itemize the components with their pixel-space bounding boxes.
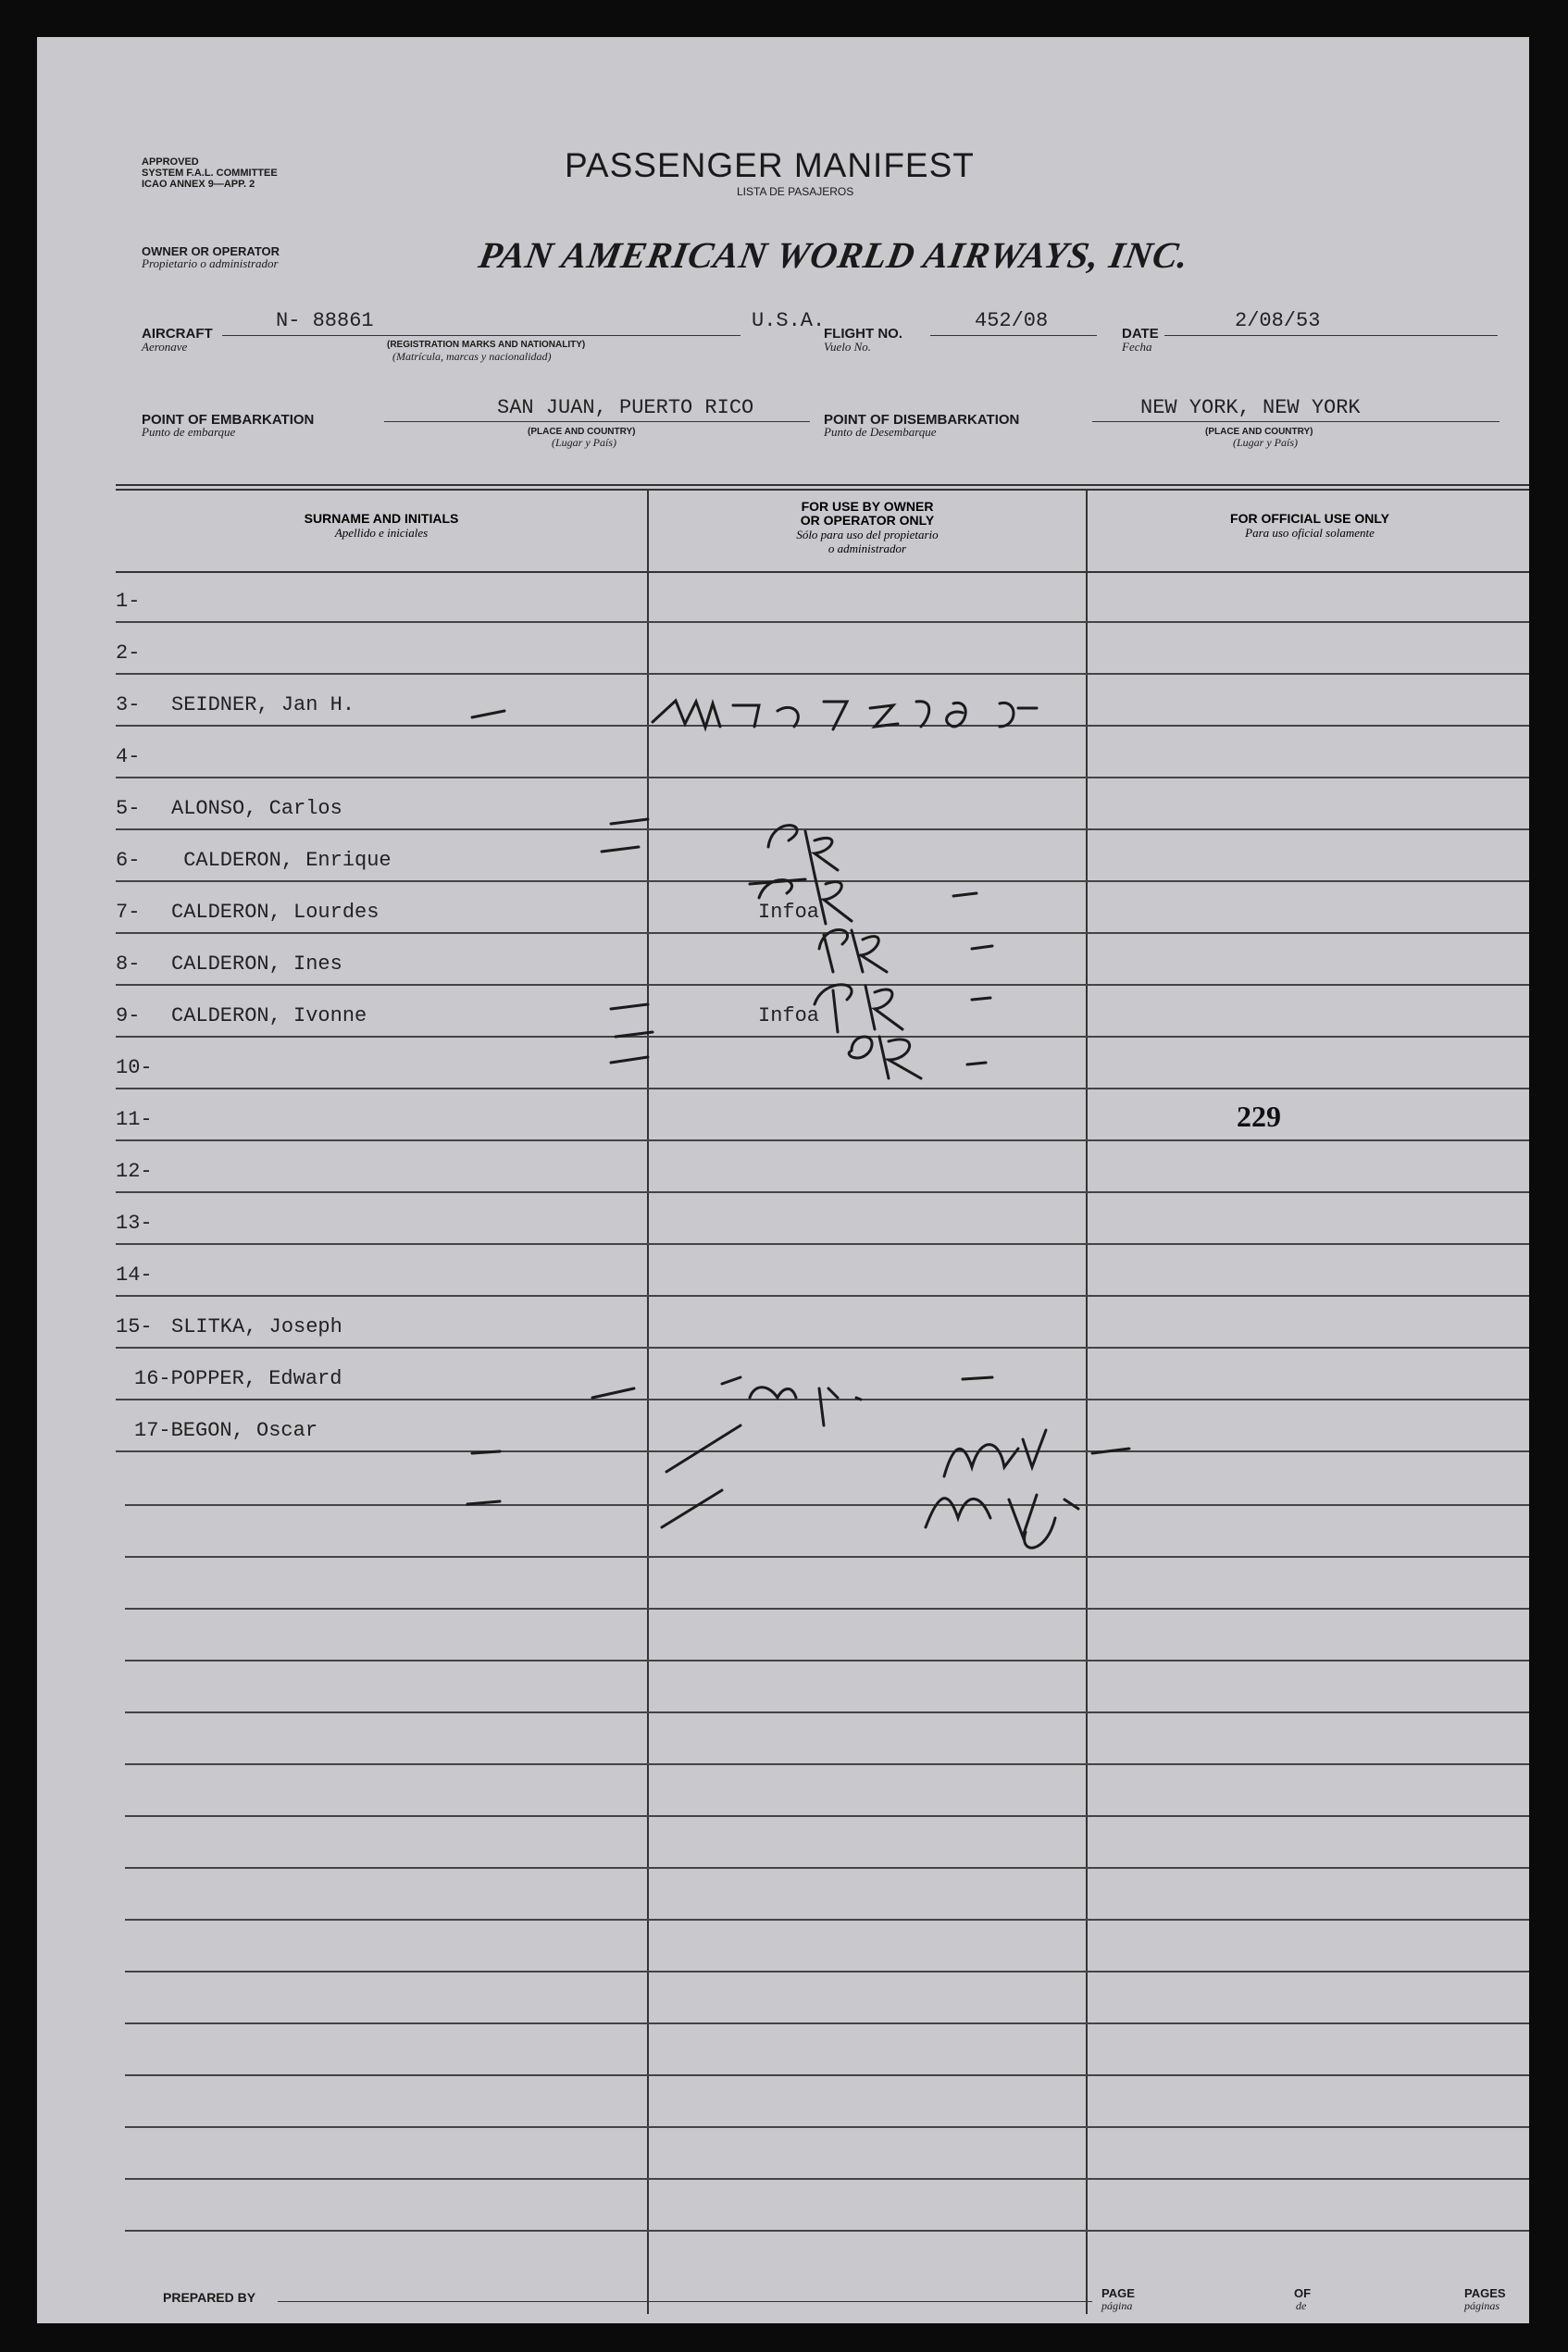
handwritten-initials — [944, 1430, 1129, 1476]
disembark-note-es: (Lugar y País) — [1233, 436, 1298, 449]
flight-label-es: Vuelo No. — [824, 340, 872, 354]
row-number: 13- — [116, 1212, 153, 1235]
disembark-note: (PLACE AND COUNTRY) — [1205, 427, 1313, 437]
passenger-name: SEIDNER, Jan H. — [171, 693, 355, 716]
dash-mark — [953, 893, 977, 896]
row-number: 3- — [116, 693, 141, 716]
disembark-label: POINT OF DISEMBARKATION — [824, 412, 1020, 428]
passenger-name: CALDERON, Lourdes — [171, 901, 380, 924]
approval-line: APPROVED — [142, 156, 199, 168]
manifest-sheet — [37, 37, 1529, 2323]
disembark-value: NEW YORK, NEW YORK — [1140, 396, 1361, 419]
approval-line: SYSTEM F.A.L. COMMITTEE — [142, 168, 278, 179]
row-number: 12- — [116, 1160, 153, 1183]
row-number: 8- — [116, 952, 141, 976]
pages-label-es: páginas — [1464, 2299, 1500, 2312]
dash-mark — [972, 946, 992, 949]
handwritten-initials — [722, 1377, 861, 1425]
passenger-name: CALDERON, Ines — [171, 952, 342, 976]
registration-note: (REGISTRATION MARKS AND NATIONALITY) — [387, 340, 586, 350]
column-header-text-es: Para uso oficial solamente — [1245, 526, 1375, 540]
disembark-label-es: Punto de Desembarque — [824, 425, 937, 439]
passenger-name: CALDERON, Enrique — [171, 849, 392, 872]
of-label-es: de — [1296, 2299, 1307, 2312]
airline-brand: PAN AMERICAN WORLD AIRWAYS, INC. — [476, 234, 1193, 276]
aircraft-label: AIRCRAFT — [142, 326, 213, 342]
column-header-text: OR OPERATOR ONLY — [800, 513, 935, 528]
dash-mark — [967, 1063, 986, 1064]
handwriting-marks — [37, 37, 1529, 2323]
passenger-name: SLITKA, Joseph — [171, 1315, 342, 1338]
page-label: PAGE — [1101, 2286, 1135, 2300]
aircraft-value: N- 88861 — [276, 309, 374, 332]
flight-label: FLIGHT NO. — [824, 326, 902, 342]
date-label: DATE — [1122, 326, 1159, 342]
date-label-es: Fecha — [1122, 340, 1152, 354]
column-header-text: SURNAME AND INITIALS — [304, 511, 459, 526]
row-number: 1- — [116, 590, 141, 613]
row-number: 11- — [116, 1108, 153, 1131]
dash-mark — [611, 1004, 653, 1037]
passenger-name: ALONSO, Carlos — [171, 797, 342, 820]
column-header-text: FOR USE BY OWNER — [801, 499, 934, 514]
embark-label-es: Punto de embarque — [142, 425, 236, 439]
column-header-text-es: Sólo para uso del propietario — [796, 528, 939, 541]
column-header-text-es: o administrador — [828, 541, 907, 555]
dash-mark — [592, 1388, 634, 1398]
row-number: 6- — [116, 849, 141, 872]
row-number: 5- — [116, 797, 141, 820]
handwritten-number — [653, 701, 1037, 729]
pr-initials — [849, 1037, 921, 1078]
dash-mark — [963, 1377, 992, 1379]
dash-mark — [472, 711, 504, 717]
prepared-by-label: PREPARED BY — [163, 2290, 256, 2305]
check-mark — [662, 1425, 740, 1527]
handwritten-initials — [926, 1495, 1078, 1548]
registration-note-es: (Matrícula, marcas y nacionalidad) — [392, 350, 552, 363]
dash-mark — [467, 1451, 500, 1504]
page-label-es: página — [1101, 2299, 1133, 2312]
owner-remark: Infoa — [758, 901, 820, 924]
passenger-name: CALDERON, Ivonne — [171, 1004, 367, 1027]
embark-note: (PLACE AND COUNTRY) — [528, 427, 636, 437]
pr-initials — [819, 929, 887, 972]
column-header-text-es: Apellido e iniciales — [334, 526, 429, 540]
row-number: 9- — [116, 1004, 141, 1027]
official-stamp-number: 229 — [1237, 1100, 1281, 1133]
row-number: 14- — [116, 1263, 153, 1287]
column-header-text: FOR OFFICIAL USE ONLY — [1230, 511, 1389, 526]
pr-initials — [768, 826, 838, 875]
nationality-value: U.S.A. — [752, 309, 826, 332]
dash-mark — [602, 819, 648, 852]
owner-label: OWNER OR OPERATOR — [142, 244, 280, 258]
dash-mark — [972, 998, 990, 1000]
row-number: 7- — [116, 901, 141, 924]
owner-label-es: Propietario o administrador — [142, 256, 279, 270]
pages-label: PAGES — [1464, 2286, 1506, 2300]
row-number: 2- — [116, 641, 141, 665]
manifest-subtitle: LISTA DE PASAJEROS — [737, 185, 854, 198]
pr-initials — [750, 875, 852, 924]
embark-value: SAN JUAN, PUERTO RICO — [497, 396, 754, 419]
dash-mark — [611, 1057, 648, 1063]
passenger-name: 17-BEGON, Oscar — [134, 1419, 318, 1442]
row-number: 4- — [116, 745, 141, 768]
row-number: 10- — [116, 1056, 153, 1079]
row-number: 15- — [116, 1315, 153, 1338]
manifest-title: PASSENGER MANIFEST — [565, 146, 975, 184]
prepared-by-underline — [278, 2301, 1092, 2302]
passenger-name: 16-POPPER, Edward — [134, 1367, 342, 1390]
owner-remark: Infoa — [758, 1004, 820, 1027]
embark-label: POINT OF EMBARKATION — [142, 412, 315, 428]
flight-value: 452/08 — [975, 309, 1049, 332]
approval-line: ICAO ANNEX 9—APP. 2 — [142, 179, 255, 190]
aircraft-label-es: Aeronave — [142, 340, 188, 354]
embark-note-es: (Lugar y País) — [552, 436, 616, 449]
date-value: 2/08/53 — [1235, 309, 1321, 332]
pr-initials — [815, 985, 902, 1032]
of-label: OF — [1294, 2286, 1312, 2300]
